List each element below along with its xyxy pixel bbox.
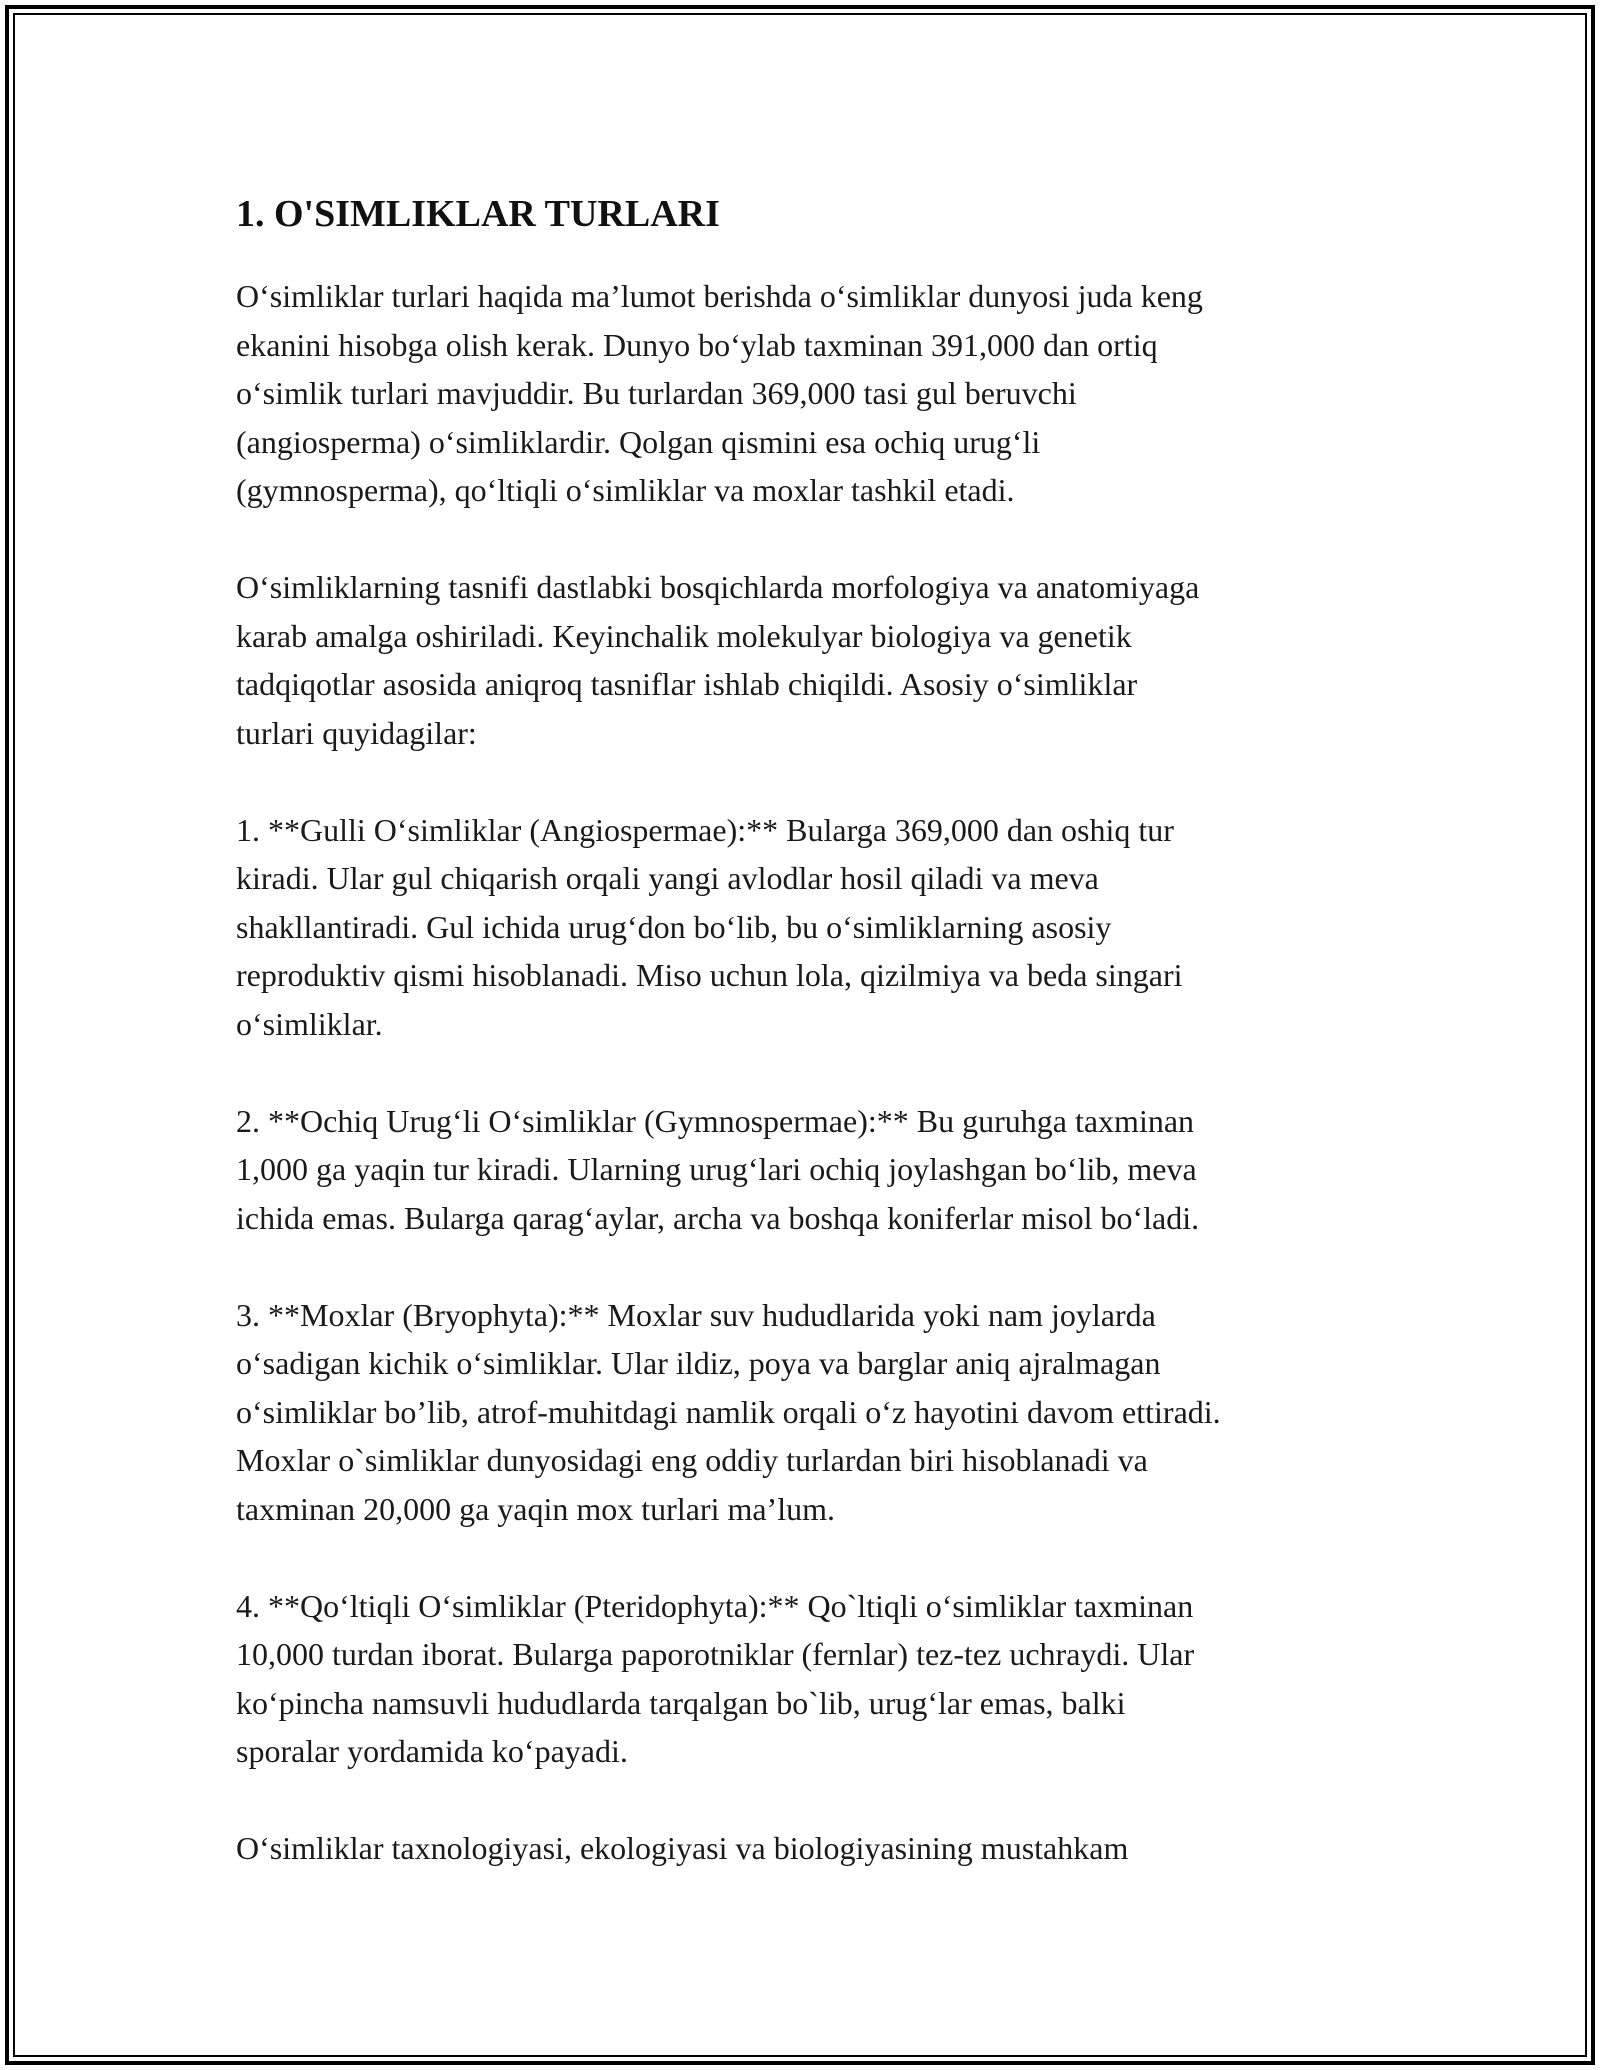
list-item-pteridophyta: 4. **Qo‘ltiqli O‘simliklar (Pteridophyta):** Qo`ltiqli o‘simliklar taxminan 10,000 turdan iborat. Bularga paporotniklar (fernlar) tez-tez uchraydi. Ular ko‘pincha namsuvli hududlarda tarqalgan bo`lib, urug‘lar emas, balki sporalar yordamida ko‘payadi. <box>236 1587 1195 1769</box>
document-title: 1. O'SIMLIKLAR TURLARI <box>236 193 720 235</box>
list-item-angiospermae: 1. **Gulli O‘simliklar (Angiospermae):** Bularga 369,000 dan oshiq tur kiradi. Ular gul chiqarish orqali yangi avlodlar hosil qiladi va meva shakllantiradi. Gul ichida urug‘don bo‘lib, bu o‘simliklarning asosiy reproduktiv qismi hisoblanadi. Miso uchun lola, qizilmiya va beda singari o‘simliklar. <box>236 811 1183 1042</box>
paragraph-closing: O‘simliklar taxnologiyasi, ekologiyasi va biologiyasining mustahkam <box>236 1830 1129 1866</box>
paragraph-classification: O‘simliklarning tasnifi dastlabki bosqichlarda morfologiya va anatomiyaga karab amalga oshiriladi. Keyinchalik molekulyar biologiya va genetik tadqiqotlar asosida aniqroq tasniflar ishlab chiqildi. Asosiy o‘simliklar turlari quyidagilar: <box>236 569 1200 751</box>
paragraph-intro: O‘simliklar turlari haqida ma’lumot berishda o‘simliklar dunyosi juda keng ekanini hisobga olish kerak. Dunyo bo‘ylab taxminan 391,000 dan ortiq o‘simlik turlari mavjuddir. Bu turlardan 369,000 tasi gul beruvchi (angiosperma) o‘simliklardir. Qolgan qismini esa ochiq urug‘li (gymnosperma), qo‘ltiqli o‘simliklar va moxlar tashkil etadi. <box>236 278 1203 508</box>
list-item-bryophyta: 3. **Moxlar (Bryophyta):** Moxlar suv hududlarida yoki nam joylarda o‘sadigan kichik o‘simliklar. Ular ildiz, poya va barglar aniq ajralmagan o‘simliklar bo’lib, atrof-muhitdagi namlik orqali o‘z hayotini davom ettiradi. Moxlar o`simliklar dunyosidagi eng oddiy turlardan biri hisoblanadi va taxminan 20,000 ga yaqin mox turlari ma’lum. <box>236 1296 1221 1527</box>
document-body <box>236 190 1376 1921</box>
list-item-gymnospermae: 2. **Ochiq Urug‘li O‘simliklar (Gymnospermae):** Bu guruhga taxminan 1,000 ga yaqin tur kiradi. Ularning urug‘lari ochiq joylashgan bo‘lib, meva ichida emas. Bularga qarag‘aylar, archa va boshqa koniferlar misol bo‘ladi. <box>236 1102 1200 1236</box>
